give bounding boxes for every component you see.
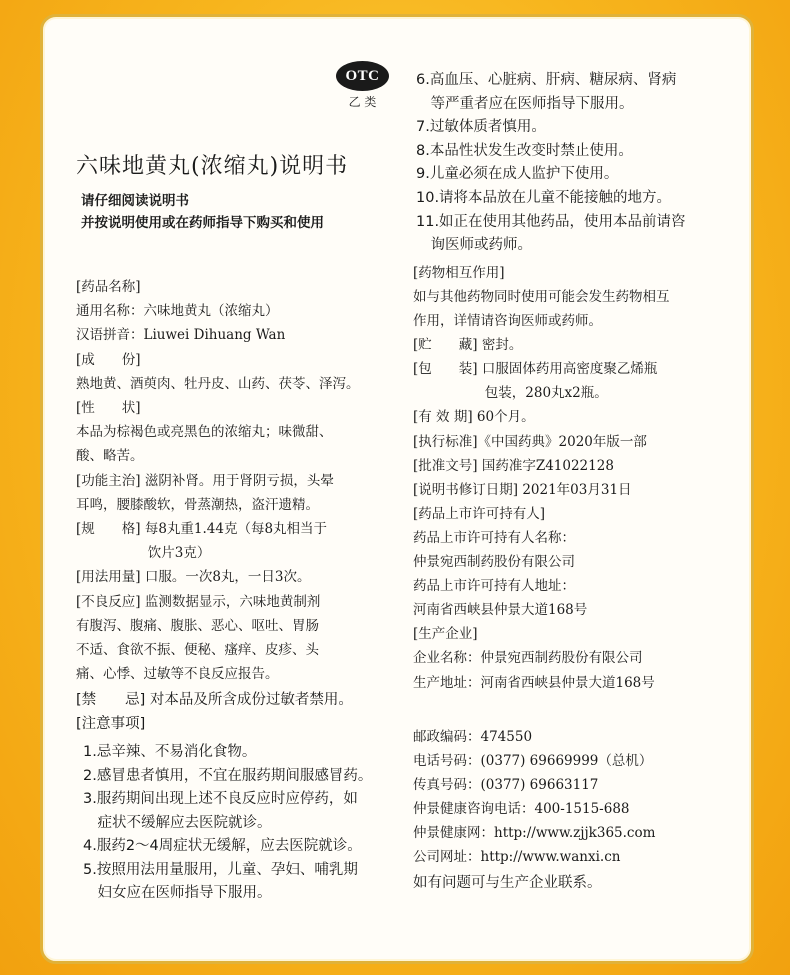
- text-line: 有腹泻、腹痛、腹胀、恶心、呕吐、胃肠: [76, 617, 319, 634]
- note-item: 症状不缓解应去医院就诊。: [83, 814, 272, 831]
- leaflet-panel: [40, 14, 754, 964]
- note-item: 5.按照用法用量服用，儿童、孕妇、哺乳期: [83, 861, 358, 878]
- text-line: 耳鸣，腰膝酸软，骨蒸潮热，盗汗遗精。: [76, 496, 319, 513]
- text-line: [功能主治] 滋阴补肾。用于肾阴亏损，头晕: [76, 472, 334, 489]
- text-line: 熟地黄、酒萸肉、牡丹皮、山药、茯苓、泽泻。: [76, 375, 360, 392]
- note-item: 11.如正在使用其他药品，使用本品前请咨: [416, 213, 686, 230]
- text-line: 如与其他药物同时使用可能会发生药物相互: [413, 288, 670, 305]
- text-line: 生产地址：河南省西峡县仲景大道168号: [413, 674, 655, 691]
- otc-badge: OTC: [336, 61, 389, 91]
- text-line: [生产企业]: [413, 626, 478, 643]
- text-line: 作用，详情请咨询医师或药师。: [413, 313, 602, 329]
- warning-line: 并按说明使用或在药师指导下购买和使用: [81, 215, 324, 231]
- text-line: 仲景宛西制药股份有限公司: [413, 554, 575, 570]
- text-line: [药品上市许可持有人]: [413, 505, 546, 522]
- text-line: 汉语拼音：Liuwei Dihuang Wan: [76, 327, 286, 344]
- otc-category: 乙 类: [348, 95, 377, 109]
- note-item: 妇女应在医师指导下服用。: [83, 885, 272, 902]
- note-item: 询医师或药师。: [416, 237, 532, 254]
- contact-line: 公司网址：http://www.wanxi.cn: [413, 848, 621, 865]
- text-line: 药品上市许可持有人地址：: [413, 578, 575, 595]
- note-item: 4.服药2～4周症状无缓解，应去医院就诊。: [83, 838, 362, 855]
- text-line: [贮 藏] 密封。: [413, 337, 523, 354]
- text-line: 河南省西峡县仲景大道168号: [413, 602, 588, 619]
- text-line: [批准文号] 国药准字Z41022128: [413, 457, 614, 474]
- text-line: 药品上市许可持有人名称：: [413, 529, 575, 546]
- text-line: [用法用量] 口服。一次8丸，一日3次。: [76, 569, 311, 586]
- text-line: 痛、心悸、过敏等不良反应报告。: [76, 666, 279, 683]
- text-line: [说明书修订日期] 2021年03月31日: [413, 481, 632, 498]
- contact-line: 传真号码：(0377) 69663117: [413, 776, 599, 793]
- note-item: 9.儿童必须在成人监护下使用。: [416, 166, 619, 183]
- text-line: [执行标准]《中国药典》2020年版一部: [413, 433, 647, 450]
- document-title: 六味地黄丸(浓缩丸)说明书: [76, 154, 349, 179]
- contact-line: 仲景健康网：http://www.zjjk365.com: [413, 824, 656, 841]
- text-line: [不良反应] 监测数据显示，六味地黄制剂: [76, 593, 321, 610]
- contact-line: 邮政编码：474550: [413, 728, 533, 745]
- text-line: [成 份]: [76, 351, 141, 368]
- contact-line: 电话号码：(0377) 69669999（总机）: [413, 752, 653, 769]
- text-line: 饮片3克）: [76, 545, 211, 562]
- text-line: [药物相互作用]: [413, 264, 505, 281]
- note-item: 7.过敏体质者慎用。: [416, 119, 546, 136]
- text-line: 包装，280丸x2瓶。: [413, 385, 608, 402]
- note-item: 6.高血压、心脏病、肝病、糖尿病、肾病: [416, 72, 677, 88]
- notes-header: [注意事项]: [76, 716, 146, 733]
- text-line: 企业名称：仲景宛西制药股份有限公司: [413, 650, 643, 667]
- note-item: 1.忌辛辣、不易消化食物。: [83, 744, 257, 761]
- text-line: [性 状]: [76, 400, 141, 416]
- footer-note: 如有问题可与生产企业联系。: [413, 874, 602, 891]
- note-item: 等严重者应在医师指导下服用。: [416, 95, 634, 112]
- text-line: 不适、食欲不振、便秘、瘙痒、皮疹、头: [76, 642, 319, 658]
- warning-line: 请仔细阅读说明书: [81, 193, 189, 209]
- note-item: 10.请将本品放在儿童不能接触的地方。: [416, 190, 672, 206]
- text-line: [有 效 期] 60个月。: [413, 409, 535, 426]
- text-line: [包 装] 口服固体药用高密度聚乙烯瓶: [413, 361, 658, 378]
- text-line: 酸、略苦。: [76, 448, 144, 465]
- text-line: [药品名称]: [76, 279, 141, 295]
- contact-line: 仲景健康咨询电话：400-1515-688: [413, 800, 630, 817]
- note-item: 3.服药期间出现上述不良反应时应停药，如: [83, 791, 358, 808]
- note-item: 8.本品性状发生改变时禁止使用。: [416, 142, 633, 159]
- text-line: 通用名称：六味地黄丸（浓缩丸）: [76, 303, 279, 320]
- text-line: [规 格] 每8丸重1.44克（每8丸相当于: [76, 521, 328, 537]
- text-line: 本品为棕褐色或亮黑色的浓缩丸；味微甜、: [76, 424, 333, 441]
- taboo-line: [禁 忌] 对本品及所含成份过敏者禁用。: [76, 692, 353, 709]
- note-item: 2.感冒患者慎用，不宜在服药期间服感冒药。: [83, 767, 373, 784]
